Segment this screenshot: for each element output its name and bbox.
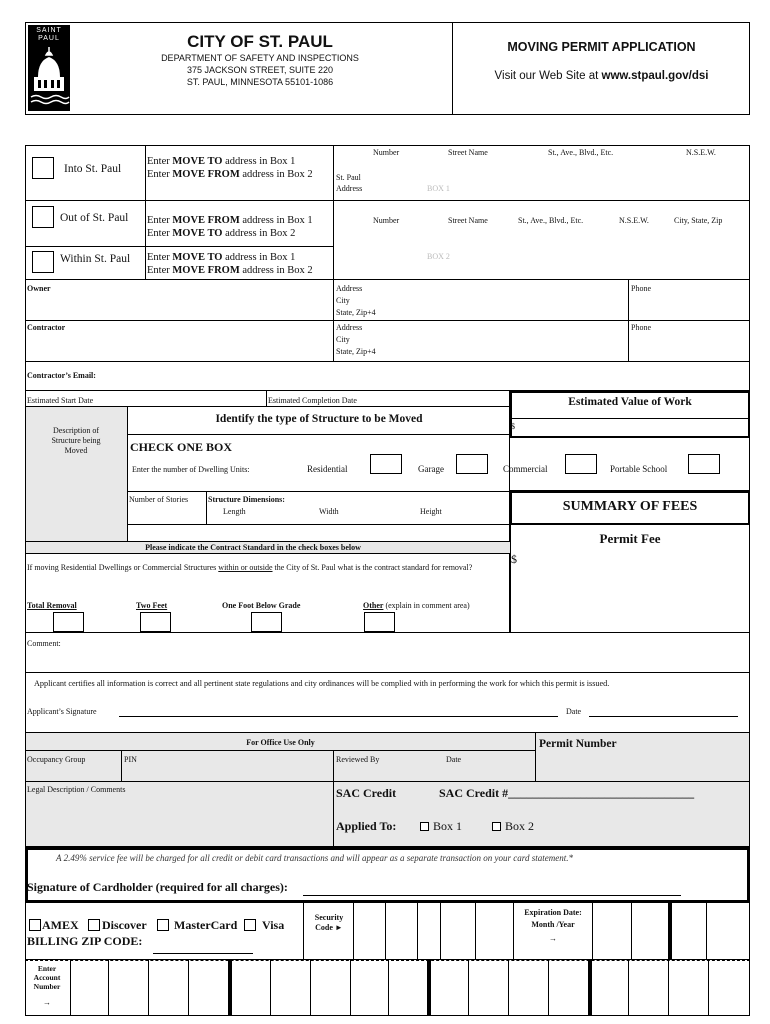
box2-number-label: Number [373, 216, 400, 225]
dimensions-label: Structure Dimensions: [208, 495, 285, 504]
website-line [453, 69, 750, 83]
box1-stpaul-label: St. Paul [336, 173, 361, 182]
estimated-value-label: Estimated Value of Work [568, 396, 692, 408]
security-code-label: Security Code ► [314, 913, 344, 932]
sac-credit-number[interactable]: SAC Credit #_______________________________ [439, 786, 695, 800]
box1-address-label: Address [336, 184, 363, 193]
total-removal-checkbox[interactable] [53, 612, 84, 632]
box2-st-ave-label: St., Ave., Blvd., Etc. [518, 216, 584, 225]
contractor-city-label: City [336, 335, 350, 344]
applied-box1-checkbox[interactable] [420, 822, 429, 831]
permit-fee-label: Permit Fee [599, 531, 661, 546]
security-code-cells[interactable] [353, 903, 513, 960]
total-removal-label: Total Removal [27, 601, 77, 610]
pin-label: PIN [124, 755, 137, 764]
mastercard-label: MasterCard [174, 918, 238, 932]
within-instruction-1: Enter MOVE TO address in Box 1 [147, 252, 296, 263]
cathedral-icon [28, 43, 70, 109]
account-number-arrow: → [43, 998, 51, 1007]
owner-label: Owner [27, 284, 51, 293]
contractor-state-label: State, Zip+4 [336, 347, 376, 356]
comment-label: Comment: [27, 639, 61, 648]
one-foot-label: One Foot Below Grade [222, 601, 301, 610]
logo-text: SAINT PAUL [36, 27, 62, 42]
into-instruction-2: Enter MOVE FROM address in Box 2 [147, 169, 313, 180]
discover-label: Discover [102, 918, 147, 932]
other-label: Other (explain in comment area) [363, 601, 470, 610]
amex-label: AMEX [42, 918, 79, 932]
estimated-value-dollar: $ [511, 422, 515, 431]
contractor-email-label: Contractor’s Email: [27, 371, 96, 380]
account-number-label: Enter Account Number [33, 964, 61, 991]
expiration-date-label: Expiration Date: [524, 908, 582, 917]
box1-street-label: Street Name [448, 148, 488, 157]
sac-credit-label: SAC Credit [336, 786, 397, 800]
owner-state-label: State, Zip+4 [336, 308, 376, 317]
box1-number-label: Number [373, 148, 400, 157]
website-url[interactable]: www.stpaul.gov/dsi [601, 70, 709, 82]
mastercard-checkbox[interactable] [157, 919, 169, 931]
garage-checkbox[interactable] [456, 454, 488, 474]
box2-street-label: Street Name [448, 216, 488, 225]
applied-box2-checkbox[interactable] [492, 822, 501, 831]
within-st-paul-checkbox[interactable] [32, 251, 54, 273]
permit-number-label: Permit Number [539, 738, 617, 750]
contract-standard-heading: Please indicate the Contract Standard in the check boxes below [145, 543, 361, 552]
owner-city-label: City [336, 296, 350, 305]
into-st-paul-checkbox[interactable] [32, 157, 54, 179]
completion-date-label: Estimated Completion Date [268, 396, 357, 405]
height-label: Height [420, 507, 442, 516]
portable-school-label: Portable School [610, 464, 668, 474]
occupancy-group-label: Occupancy Group [27, 755, 86, 764]
office-use-heading: For Office Use Only [246, 738, 315, 747]
city-logo [28, 25, 70, 111]
cardholder-signature-label: Signature of Cardholder (required for all charges): [27, 880, 288, 894]
garage-label: Garage [418, 464, 444, 474]
form-title: MOVING PERMIT APPLICATION [507, 40, 696, 54]
city-title: CITY OF ST. PAUL [187, 32, 333, 51]
billing-zip-line[interactable] [153, 953, 253, 954]
expiration-arrow: → [549, 934, 557, 943]
one-foot-checkbox[interactable] [251, 612, 282, 632]
box2-address-input[interactable]: BOX 2 [427, 252, 450, 261]
stories-label: Number of Stories [129, 495, 189, 504]
office-date-label: Date [446, 755, 462, 764]
summary-of-fees-label: SUMMARY OF FEES [562, 499, 698, 514]
service-fee-notice: A 2.49% service fee will be charged for all credit or debit card transactions and will appear as a separate transaction on your card statement.* [56, 853, 573, 863]
two-feet-label: Two Feet [136, 601, 168, 610]
into-instruction-1: Enter MOVE TO address in Box 1 [147, 156, 296, 167]
legal-description-label: Legal Description / Comments [27, 785, 126, 794]
contractor-label: Contractor [27, 323, 66, 332]
out-instruction-1: Enter MOVE FROM address in Box 1 [147, 215, 313, 226]
contract-question: If moving Residential Dwellings or Commercial Structures within or outside the City of St. Paul what is the contract standard for removal? [27, 563, 473, 572]
box2-city-state-label: City, State, Zip [674, 216, 723, 225]
out-instruction-2: Enter MOVE TO address in Box 2 [147, 228, 296, 239]
applied-to-label: Applied To: [336, 819, 397, 833]
dept-name: DEPARTMENT OF SAFETY AND INSPECTIONS [161, 53, 359, 63]
comment-box[interactable] [25, 633, 750, 673]
applied-box2-label: Box 2 [505, 819, 535, 833]
box2-nsew-label: N.S.E.W. [619, 216, 649, 225]
length-label: Length [223, 507, 246, 516]
commercial-checkbox[interactable] [565, 454, 597, 474]
box1-st-ave-label: St., Ave., Blvd., Etc. [548, 148, 614, 157]
dwelling-units-label: Enter the number of Dwelling Units: [132, 465, 250, 474]
dept-address-2: ST. PAUL, MINNESOTA 55101-1086 [186, 77, 334, 87]
owner-address-label: Address [336, 284, 363, 293]
commercial-label: Commercial [503, 464, 548, 474]
applicant-signature-label: Applicant’s Signature [27, 707, 97, 716]
amex-checkbox[interactable] [29, 919, 41, 931]
description-label: Description of Structure being Moved [51, 426, 101, 455]
account-number-cells[interactable] [70, 960, 750, 1016]
out-of-st-paul-checkbox[interactable] [32, 206, 54, 228]
visa-label: Visa [262, 918, 285, 932]
within-instruction-2: Enter MOVE FROM address in Box 2 [147, 265, 313, 276]
move-section [25, 145, 750, 280]
box1-nsew-label: N.S.E.W. [686, 148, 716, 157]
visa-checkbox[interactable] [244, 919, 256, 931]
width-label: Width [319, 507, 339, 516]
residential-checkbox[interactable] [370, 454, 402, 474]
applicant-signature-line[interactable] [119, 716, 558, 717]
discover-checkbox[interactable] [88, 919, 100, 931]
contractor-address-label: Address [336, 323, 363, 332]
portable-school-checkbox[interactable] [688, 454, 720, 474]
dept-address-1: 375 JACKSON STREET, SUITE 220 [186, 65, 334, 75]
start-date-label: Estimated Start Date [27, 396, 94, 405]
month-year-label: Month /Year [531, 920, 575, 929]
owner-phone-label: Phone [631, 284, 651, 293]
identify-structure-heading: Identify the type of Structure to be Moved [215, 413, 423, 425]
box1-address-input[interactable]: BOX 1 [427, 184, 450, 193]
date-label: Date [566, 707, 582, 716]
applied-box1-label: Box 1 [433, 819, 463, 833]
expiration-cells[interactable] [592, 903, 750, 960]
permit-fee-dollar: $ [511, 552, 517, 566]
contractor-phone-label: Phone [631, 323, 651, 332]
into-st-paul-label: Into St. Paul [64, 163, 122, 175]
check-one-heading: CHECK ONE BOX [130, 440, 233, 454]
out-of-st-paul-label: Out of St. Paul [60, 212, 129, 224]
billing-zip-label: BILLING ZIP CODE: [27, 934, 143, 948]
other-checkbox[interactable] [364, 612, 395, 632]
cardholder-signature-line[interactable] [303, 895, 681, 896]
reviewed-by-label: Reviewed By [336, 755, 380, 764]
within-st-paul-label: Within St. Paul [60, 253, 131, 265]
contractor-email-row[interactable] [25, 362, 750, 391]
two-feet-checkbox[interactable] [140, 612, 171, 632]
date-line[interactable] [589, 716, 738, 717]
certification-text: Applicant certifies all information is correct and all pertinent state regulations and city ordinances will be complied with in performing the work for which this permit is issued. [34, 679, 610, 688]
website-label: Visit our Web Site at [494, 70, 602, 82]
residential-label: Residential [307, 464, 348, 474]
